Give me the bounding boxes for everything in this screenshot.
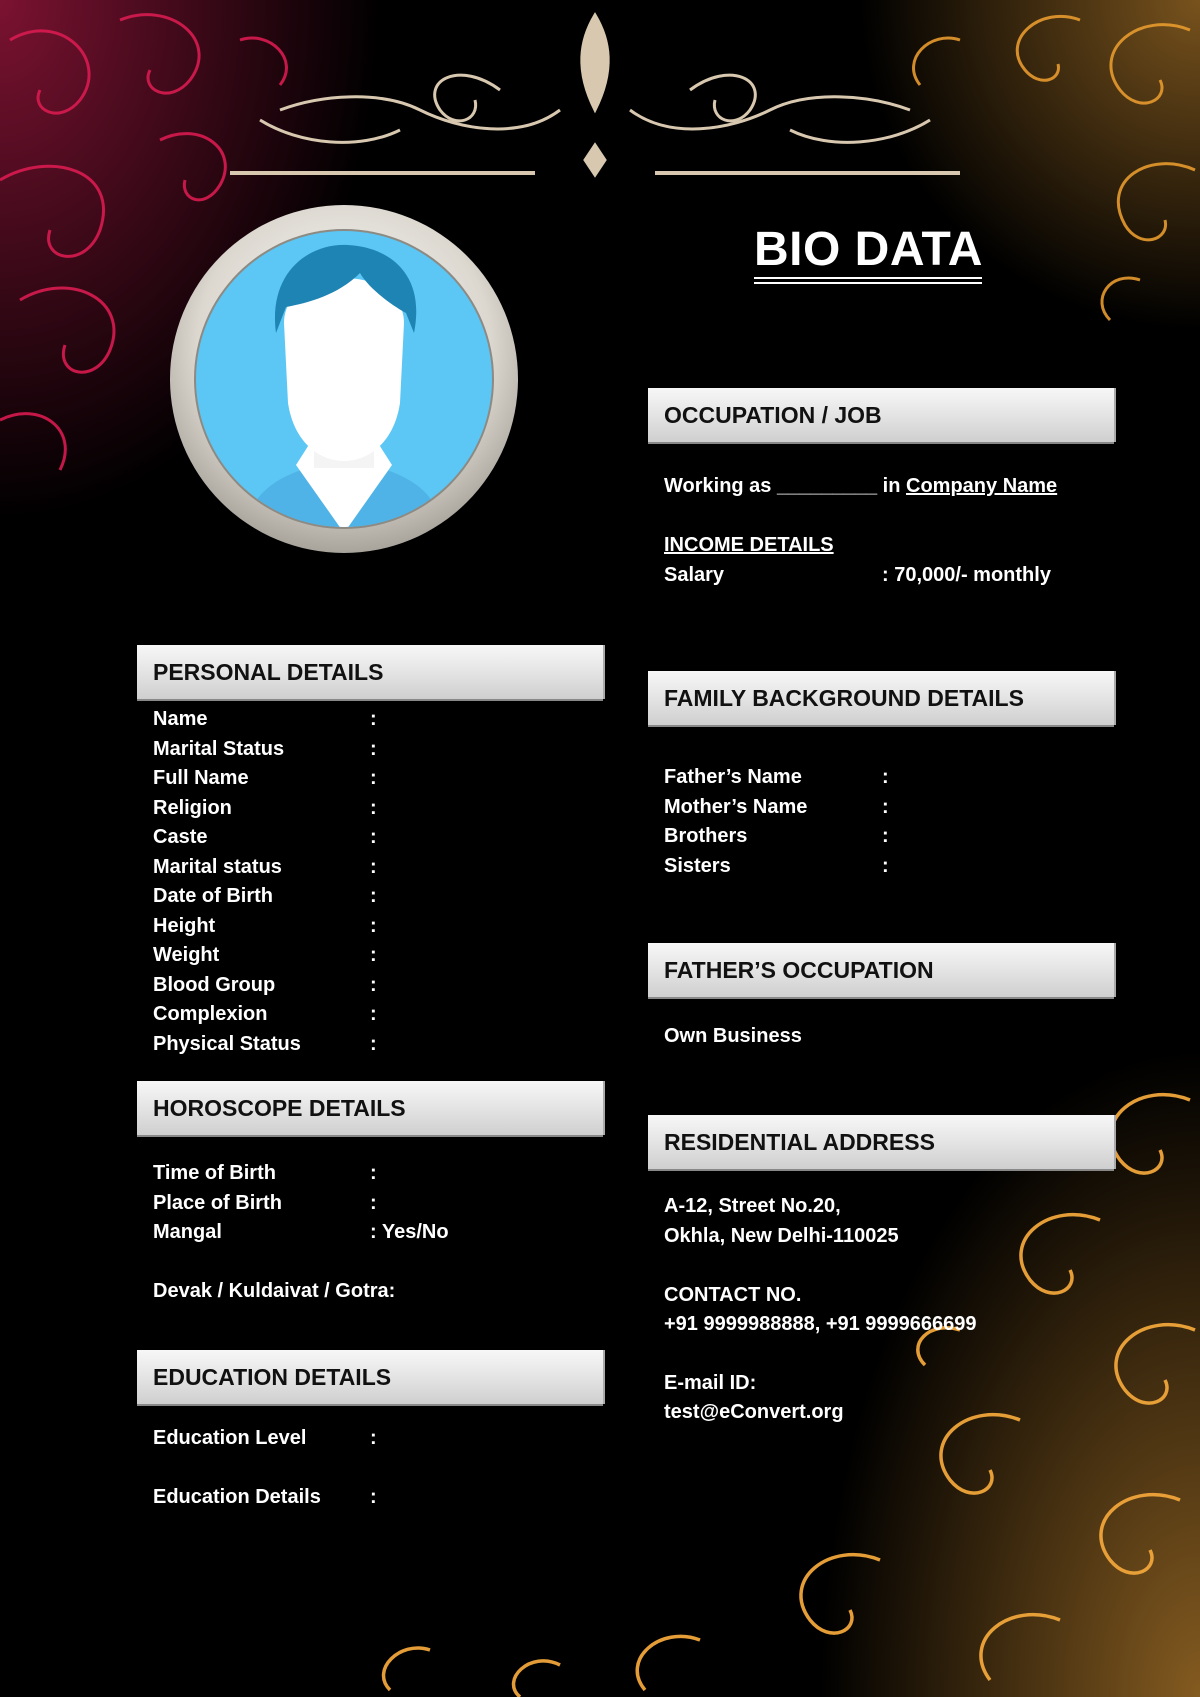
company-name: Company Name: [906, 475, 1058, 497]
occupation-heading: OCCUPATION / JOB: [648, 388, 1114, 442]
field-label: Place of Birth: [153, 1191, 282, 1214]
email-heading: E-mail ID:: [664, 1372, 757, 1394]
field-label: Mother’s Name: [664, 795, 808, 818]
title-underline-second: [754, 282, 982, 284]
fathers-occupation-value: Own Business: [664, 1025, 802, 1047]
field-label: Sisters: [664, 854, 731, 877]
field-separator: : Yes/No: [370, 1221, 449, 1243]
field-label: Height: [153, 914, 216, 937]
field-separator: :: [370, 737, 377, 760]
field-separator: :: [882, 854, 889, 877]
email-value: test@eConvert.org: [664, 1401, 844, 1423]
gotra-label: Devak / Kuldaivat / Gotra:: [153, 1280, 396, 1302]
job-title-blank: _________: [777, 475, 878, 497]
field-separator: :: [370, 1191, 377, 1214]
field-label: Education Level: [153, 1427, 307, 1449]
contact-heading: CONTACT NO.: [664, 1284, 802, 1306]
field-label: Complexion: [153, 1003, 268, 1025]
profile-photo: [168, 203, 520, 555]
field-separator: :: [370, 855, 377, 878]
field-separator: :: [370, 1003, 377, 1025]
field-separator: :: [370, 944, 377, 966]
field-label: Caste: [153, 826, 208, 848]
income-details-heading: INCOME DETAILS: [664, 534, 834, 556]
education-details-heading: EDUCATION DETAILS: [137, 1350, 603, 1404]
field-label: Name: [153, 708, 208, 730]
field-label: Father’s Name: [664, 766, 802, 788]
field-separator: :: [370, 973, 377, 996]
field-separator: :: [882, 795, 889, 818]
salary-label: Salary: [664, 564, 725, 586]
field-separator: :: [370, 1427, 377, 1449]
field-label: Time of Birth: [153, 1162, 276, 1184]
field-separator: :: [370, 767, 377, 789]
field-separator: :: [370, 826, 377, 848]
field-label: Marital status: [153, 855, 282, 878]
field-label: Full Name: [153, 767, 249, 789]
male-avatar-icon: [168, 203, 520, 555]
field-label: Date of Birth: [153, 885, 273, 907]
field-separator: :: [370, 1486, 377, 1508]
page-title: BIO DATA: [754, 223, 983, 276]
salary-value: : 70,000/- monthly: [882, 564, 1051, 586]
address-line-2: Okhla, New Delhi-110025: [664, 1225, 899, 1247]
field-separator: :: [882, 766, 889, 788]
in-label: in: [882, 475, 901, 497]
field-label: Blood Group: [153, 973, 276, 996]
field-label: Weight: [153, 944, 220, 966]
family-background-heading: FAMILY BACKGROUND DETAILS: [648, 671, 1114, 725]
field-separator: :: [370, 914, 377, 937]
personal-details-heading: PERSONAL DETAILS: [137, 645, 603, 699]
address-line-1: A-12, Street No.20,: [664, 1195, 841, 1217]
field-label: Physical Status: [153, 1032, 301, 1055]
field-separator: :: [370, 1032, 377, 1055]
fathers-occupation-heading: FATHER’S OCCUPATION: [648, 943, 1114, 997]
horoscope-details-heading: HOROSCOPE DETAILS: [137, 1081, 603, 1135]
field-separator: :: [370, 708, 377, 730]
field-separator: :: [370, 885, 377, 907]
field-separator: :: [370, 796, 377, 819]
field-label: Marital Status: [153, 737, 285, 760]
field-separator: :: [370, 1162, 377, 1184]
field-separator: :: [882, 825, 889, 847]
residential-address-heading: RESIDENTIAL ADDRESS: [648, 1115, 1114, 1169]
title-underline: [754, 277, 982, 279]
working-as-line: [664, 475, 1057, 498]
contact-numbers: +91 9999988888, +91 9999666699: [664, 1313, 977, 1335]
field-label: Mangal: [153, 1221, 222, 1243]
working-as-label: Working as: [664, 475, 772, 497]
field-label: Religion: [153, 796, 232, 819]
field-label: Education Details: [153, 1486, 321, 1508]
field-label: Brothers: [664, 825, 748, 847]
